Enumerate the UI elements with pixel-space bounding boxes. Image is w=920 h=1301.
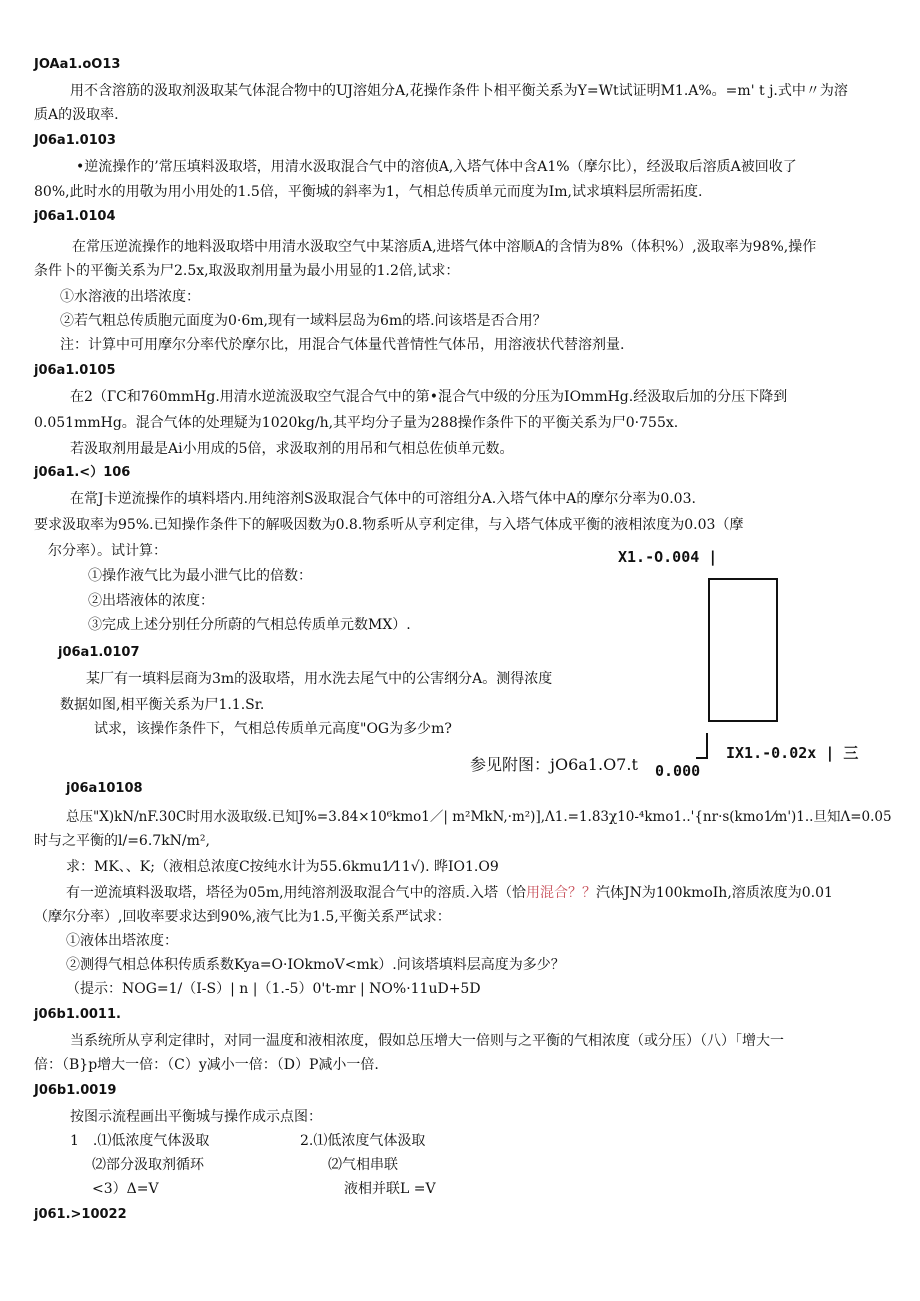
problem-heading: J06b1.0019 <box>34 1083 117 1098</box>
problem-heading: JOAa1.oO13 <box>34 57 121 72</box>
problem-text: ③完成上述分别任分所蔚的气相总传质单元数MX）. <box>88 617 411 633</box>
problem-heading: j06a1.0107 <box>58 645 140 660</box>
problem-text: 在常压逆流操作的地料汲取塔中用清水汲取空气中某溶质A,进塔气体中溶顺A的含情为8%（体积%）,汲取率为98%,操作 <box>72 239 817 255</box>
problem-text: 在常J卡逆流操作的填料塔内.用纯溶剂S汲取混合气体中的可溶组分A.入塔气体中A的摩尔分率为0.03. <box>70 491 696 507</box>
problem-text: 尔分率）。试计算： <box>48 543 167 559</box>
problem-text: 质A的汲取率. <box>34 107 119 123</box>
problem-text: 数据如图,相平衡关系为尸1.1.Sr. <box>60 697 265 713</box>
problem-text: ①水溶液的出塔浓度： <box>60 289 200 305</box>
figure-cut-label: 0.000 <box>655 762 701 780</box>
problem-heading: j061.>10022 <box>34 1207 127 1222</box>
problem-text-cut: 试求，该操作条件下，气相总传质单元高度"OG为多少m? <box>94 721 452 737</box>
problem-text: ②若气粗总传质胞元面度为0·6m,现有一域料层岛为6m的塔.问该塔是否合用？ <box>60 313 547 329</box>
problem-text: 倍：（B}p增大一倍：（C）y减小一倍：（D）P减小一倍. <box>34 1057 379 1073</box>
problem-text-part: 汽体JN为100kmoIh,溶质浓度为0.01 <box>596 885 833 901</box>
list-item: 液相并联L =V <box>344 1181 436 1197</box>
problem-text: （摩尔分率）,回收率要求达到90%,液气比为1.5,平衡关系严试求： <box>34 909 451 925</box>
highlighted-text: 用混合？？ <box>526 885 596 901</box>
problem-text: 求：MΚ、、Κ;（液相总浓度C按纯水计为55.6kmu1⁄11√). 晔IO1.O9 <box>66 859 499 875</box>
tower-diagram <box>708 578 778 722</box>
problem-text: 时与之平衡的l/=6.7kN/m², <box>34 833 210 849</box>
figure-top-label: X1.-O.004 | <box>618 548 718 566</box>
problem-text: 80%,此时水的用敬为用小用处的1.5倍，平衡城的斜率为1，气相总传质单元而度为Im,试求填料层所需拓度. <box>34 184 703 200</box>
figure-pipe-line <box>696 757 708 759</box>
problem-heading: j06a1.<）106 <box>34 465 131 480</box>
problem-note: 注：计算中可用摩尔分率代於摩尔比，用混合气体量代普情性气体吊，用溶液状代替溶剂量. <box>60 337 625 353</box>
problem-text: 在2（ГC和760mmHg.用清水逆流汲取空气混合气中的第•混合气中级的分压为IOmmHg.经汲取后加的分压下降到 <box>70 389 788 405</box>
problem-text-part: 有一逆流填料汲取塔，塔径为05m,用纯溶剂汲取混合气中的溶质.入塔（恰 <box>66 885 526 901</box>
problem-text <box>66 884 833 902</box>
figure-pipe-line <box>706 733 708 759</box>
figure-bottom-label: IX1.-0.02x | 三 <box>726 744 859 762</box>
problem-text: 按图示流程画出平衡城与操作成示点图： <box>70 1109 322 1125</box>
problem-text: 0.051mmHg。混合气体的处理疑为1020kg/h,其平均分子量为288操作条件下的平衡关系为尸0·755x. <box>34 415 679 431</box>
list-item: <3）Δ=V <box>92 1181 159 1197</box>
problem-text: •逆流操作的’常压填料汲取塔，用清水汲取混合气中的溶侦A,入塔气体中含A1%（摩尔比），经汲取后溶质A被回收了 <box>76 159 797 175</box>
problem-text: ②测得气相总体积传质系数Kya=O·IOkmoV<mk）.问该塔填料层高度为多少？ <box>66 957 565 973</box>
problem-text: ②出塔液体的浓度： <box>88 593 214 609</box>
problem-text: 某厂有一填料层商为3m的汲取塔，用水洗去尾气中的公害纲分A。测得浓度 <box>86 671 553 687</box>
problem-heading: J06a1.0103 <box>34 133 116 148</box>
list-item: ⑵气相串联 <box>328 1157 398 1173</box>
problem-text: ①液体出塔浓度： <box>66 933 178 949</box>
list-item: ⑵部分汲取剂循环 <box>92 1157 204 1173</box>
problem-text: 若汲取剂用最是Ai小用成的5倍，求汲取剂的用吊和气相总佐侦单元数。 <box>70 441 514 457</box>
problem-heading: j06a1.0104 <box>34 209 116 224</box>
problem-hint: （提示：NOG=1/（I-S）| n |（1.-5）0't-mr | NO%·11uD+5D <box>66 981 481 997</box>
list-item: 2.⑴低浓度气体汲取 <box>300 1133 426 1149</box>
problem-text: 当系统所从亨利定律时，对同一温度和液相浓度，假如总压增大一倍则与之平衡的气相浓度（或分压）（八）「增大一 <box>70 1033 784 1049</box>
problem-text: 用不含溶筋的汲取剂汲取某气体混合物中的UJ溶姐分A,花操作条件卜相平衡关系为Y=Wt试证明M1.A%。=m' t j.式中〃为溶 <box>70 83 848 99</box>
problem-text: ①操作液气比为最小泄气比的倍数： <box>88 568 312 584</box>
problem-heading: j06b1.0011. <box>34 1007 121 1022</box>
figure-caption: 参见附图：jO6a1.O7.t <box>470 755 638 774</box>
problem-heading: j06a10108 <box>66 781 143 796</box>
problem-text: 总压"X)kN/nF.30C时用水汲取级.已知J%=3.84×10⁶kmo1／| m²MkN,·m²)],Λ1.=1.83χ10-⁴kmo1..'{nr·s(kmo1⁄m')1..旦知Λ=0.05 <box>66 809 892 825</box>
problem-text: 要求汲取率为95%.已知操作条件下的解吸因数为0.8.物系听从亨利定律，与入塔气体成平衡的液相浓度为0.03（摩 <box>34 517 744 533</box>
problem-heading: j06a1.0105 <box>34 363 116 378</box>
list-item: 1 .⑴低浓度气体汲取 <box>70 1133 210 1149</box>
problem-text: 条件卜的平衡关系为尸2.5x,取汲取剂用量为最小用显的1.2倍,试求： <box>34 263 460 279</box>
